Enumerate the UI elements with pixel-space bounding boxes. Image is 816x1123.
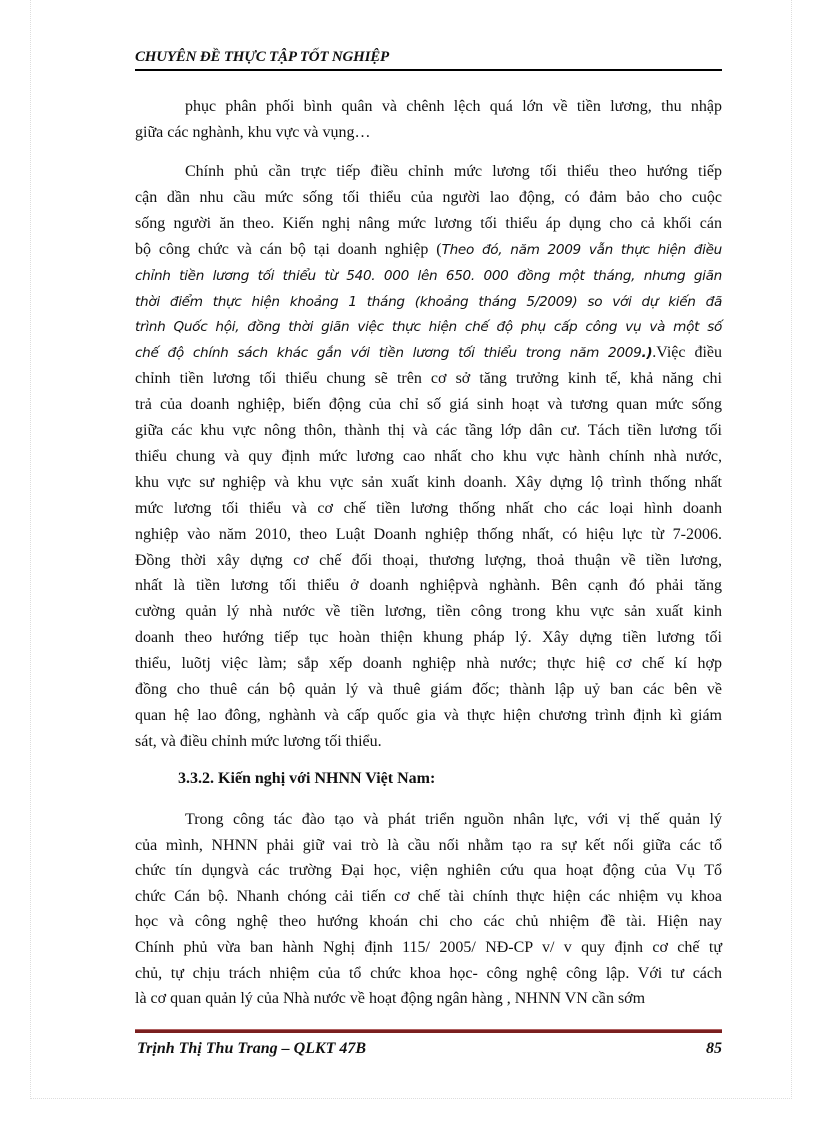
text-line [135,861,722,881]
text-line [135,732,722,752]
text-line [135,628,722,648]
text-line [135,240,722,260]
text: bộ công chức và cán bộ tại doanh nghiệp ( [135,240,442,258]
header-rule [135,69,722,71]
footer-author: Trịnh Thị Thu Trang – QLKT 47B [137,1040,367,1057]
text: phục phân phối bình quân và chênh lệch quá lớn về tiền lương, thu nhập [185,98,722,115]
text-line [135,214,722,234]
text: khu vực sư nghiệp và khu vực sản xuất kinh doanh. Xây dựng lộ trình thống nhất [135,473,722,491]
text: Đồng thời xây dựng cơ chế đối thoại, thương lượng, thoả thuận về tiền lương, [135,551,722,569]
text-line [135,912,722,932]
text-line [135,123,722,143]
text: cận dần nhu cầu mức sống tối thiểu của người lao động, có đảm bảo cho cuộc [135,188,722,206]
text: .Việc điều [652,344,722,362]
text-line [135,343,722,363]
section-heading: 3.3.2. Kiến nghị với NHNN Việt Nam: [178,770,436,787]
text-line [135,887,722,907]
text-line [135,576,722,596]
text-line [135,836,722,856]
text-line [135,317,722,337]
text: cường quản lý nhà nước về tiền lương, tiền công trong khu vực sản xuất kinh [135,603,722,621]
text: doanh theo hướng tiếp tục hoàn thiện khung pháp lý. Xây dựng tiền lương tối [135,629,722,647]
text: trả của doanh nghiệp, biến động của chỉ số giá sinh hoạt và tương quan mức sống [135,396,722,414]
text-line [135,602,722,622]
italic-text: thời điểm thực hiện khoảng 1 tháng (khoảng tháng 5/2009) so với dự kiến đã [135,293,722,310]
text-line [135,654,722,674]
text: thiểu chung và quy định mức lương cao nhất cho khu vực hành chính nhà nước, [135,447,722,465]
running-header: CHUYÊN ĐỀ THỰC TẬP TỐT NGHIỆP [135,49,390,65]
text: mức lương tối thiểu và cơ chế tiền lương thống nhất cho các loại hình doanh [135,499,722,517]
text-line [185,810,722,830]
text-line [135,447,722,467]
text-line [135,395,722,415]
text: sống người ăn theo. Kiến nghị nâng mức lương tối thiểu áp dụng cho cả khối cán [135,214,722,232]
text: giữa các nghành, khu vực và vụng… [135,123,371,141]
text-line [135,188,722,208]
text: thiểu, luõtj việc làm; sắp xếp doanh nghiệp nhà nước; thực hiệ cơ chế kí hợp [135,655,722,673]
text-line [135,292,722,312]
italic-text: trình Quốc hội, đồng thời giãn việc thực hiện chế độ phụ cấp công vụ và một số [135,319,722,336]
text-line [135,369,722,389]
text-line [135,421,722,441]
text: nghiệp vào năm 2010, theo Luật Doanh nghiệp thống nhất, có hiệu lực từ 7-2006. [135,525,722,543]
text: chủ, tự chịu trách nhiệm của tổ chức khoa học- công nghệ công lập. Với tư cách [135,964,722,982]
text: chỉnh tiền lương tối thiểu chung sẽ trên cơ sở tăng trưởng kinh tế, khả năng chi [135,370,722,388]
italic-text: .) [641,345,653,362]
text: Trong công tác đào tạo và phát triển nguồn nhân lực, với vị thế quản lý [185,811,722,828]
page-number: 85 [706,1040,722,1057]
text: đồng cho thuê cán bộ quản lý và thuê giám đốc; thành lập uỷ ban các bên về [135,681,722,698]
text-line [135,706,722,726]
italic-text: Theo đó, năm 2009 vẫn thực hiện điều [441,241,722,258]
text-line [185,97,722,117]
text-line [135,680,722,700]
text-line [135,499,722,519]
text-line [135,989,722,1009]
text-line [135,938,722,958]
text: là cơ quan quản lý của Nhà nước về hoạt động ngân hàng , NHNN VN cần sớm [135,990,646,1008]
text-line [135,266,722,286]
text-line [135,473,722,493]
text: sát, và điều chỉnh mức lương tối thiểu. [135,732,382,750]
text-line [185,162,722,182]
text: Chính phủ vừa ban hành Nghị định 115/ 2005/ NĐ-CP v/ v quy định cơ chế tự [135,939,722,956]
italic-text: chỉnh tiền lương tối thiểu từ 540. 000 lên 650. 000 đồng một tháng, nhưng giãn [135,267,722,284]
italic-text: chế độ chính sách khác gắn với tiền lương tối thiểu trong năm 2009 [135,345,642,362]
text-line [135,551,722,571]
text-line [135,525,722,545]
text: chức tín dụngvà các trường Đại học, viện nghiên cứu qua hoạt động của Vụ Tổ [135,862,722,880]
text: Chính phủ cần trực tiếp điều chỉnh mức lương tối thiểu theo hướng tiếp [185,163,722,180]
text: giữa các khu vực nông thôn, thành thị và các tầng lớp dân cư. Tách tiền lương tối [135,422,722,439]
text: quan hệ lao đông, nghành và cấp quốc gia và thực hiện chương trình định kì giám [135,706,722,724]
text: nhất là tiền lương tối thiểu ở doanh nghiệpvà nghành. Bên cạnh đó phải tăng [135,577,722,595]
text-line [135,964,722,984]
footer-rule [135,1029,722,1033]
text: học và công nghệ theo hướng khoán chi cho các chủ nhiệm đề tài. Hiện nay [135,913,722,931]
text: của mình, NHNN phải giữ vai trò là cầu nối nhằm tạo ra sự kết nối giữa các tổ [135,836,722,854]
text: chức Cán bộ. Nhanh chóng cải tiến cơ chế tài chính thực hiện các nhiệm vụ khoa [135,887,722,905]
